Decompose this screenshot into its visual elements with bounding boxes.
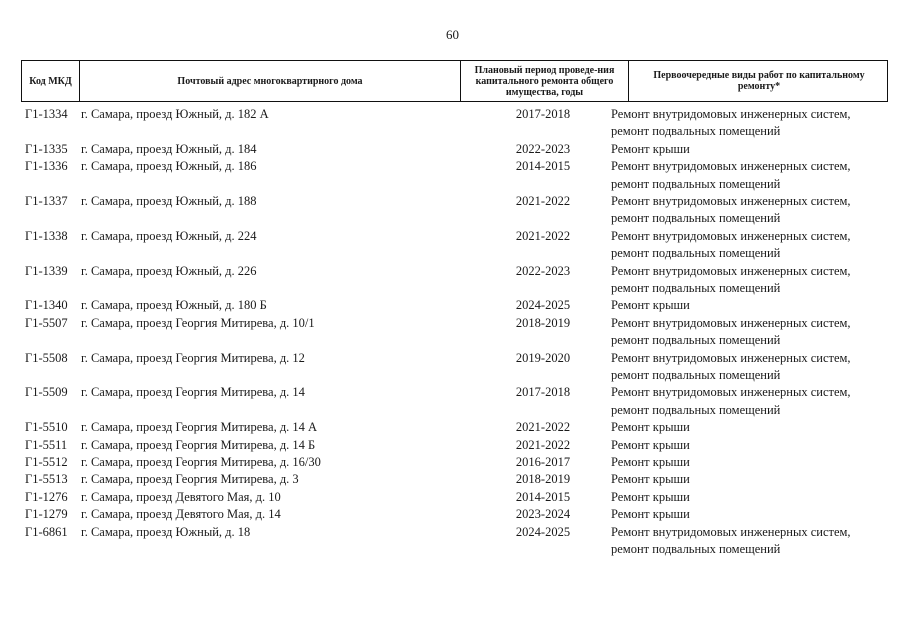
row-address: г. Самара, проезд Георгия Митирева, д. 14 Б (81, 437, 316, 452)
row-works (611, 489, 690, 506)
table-row (21, 350, 888, 385)
row-work-line-1: Ремонт крыши (611, 454, 690, 469)
header-period: Плановый период проведе-ния капитального ремонта общего имущества, годы (460, 61, 628, 101)
row-works (611, 106, 851, 141)
row-code: Г1-6861 (25, 524, 68, 539)
row-period: 2017-2018 (515, 107, 571, 121)
row-work-line-1: Ремонт крыши (611, 507, 690, 522)
table-row (21, 228, 888, 263)
row-period: 2018-2019 (515, 315, 571, 330)
table-row (21, 263, 888, 298)
row-work-line-1: Ремонт внутридомовых инженерных систем, (611, 524, 851, 539)
row-work-line-1: Ремонт внутридомовых инженерных систем, (611, 193, 851, 208)
row-address: г. Самара, проезд Южный, д. 188 (81, 193, 257, 208)
table-row (21, 193, 888, 228)
row-work-line-1: Ремонт внутридомовых инженерных систем, (611, 263, 851, 278)
table-row (21, 297, 888, 314)
table-row (21, 106, 888, 141)
header-address: Почтовый адрес многоквартирного дома (79, 61, 460, 101)
row-works (611, 297, 690, 314)
header-code: Код МКД (29, 75, 72, 87)
table-row (21, 315, 888, 350)
row-period: 2017-2018 (515, 385, 571, 400)
row-work-line-1: Ремонт внутридомовых инженерных систем, (611, 159, 851, 174)
row-works (611, 315, 851, 350)
row-period: 2014-2015 (515, 489, 571, 504)
row-period: 2016-2017 (515, 454, 571, 469)
row-code: Г1-5510 (25, 420, 68, 435)
row-work-line-1: Ремонт крыши (611, 420, 690, 435)
row-period: 2024-2025 (515, 298, 571, 313)
row-code: Г1-5509 (25, 385, 68, 400)
row-works (611, 141, 690, 158)
row-works (611, 506, 690, 523)
row-works (611, 384, 851, 419)
row-work-line-1: Ремонт внутридомовых инженерных систем, (611, 350, 851, 365)
page-number: 60 (446, 27, 459, 42)
row-address: г. Самара, проезд Южный, д. 184 (81, 141, 257, 156)
row-code: Г1-5507 (25, 315, 68, 330)
header-works: Первоочередные виды работ по капитальному ремонту* (628, 61, 889, 101)
row-address: г. Самара, проезд Южный, д. 180 Б (81, 298, 267, 313)
row-period: 2019-2020 (515, 350, 571, 365)
row-works (611, 193, 851, 228)
row-period: 2014-2015 (515, 159, 571, 174)
row-work-line-2: ремонт подвальных помещений (611, 124, 781, 139)
row-work-line-1: Ремонт внутридомовых инженерных систем, (611, 107, 851, 121)
row-address: г. Самара, проезд Южный, д. 182 А (81, 107, 269, 121)
row-code: Г1-1334 (25, 107, 68, 121)
row-work-line-1: Ремонт крыши (611, 298, 690, 313)
row-code: Г1-5513 (25, 472, 68, 487)
row-works (611, 350, 851, 385)
row-period: 2022-2023 (515, 263, 571, 278)
row-address: г. Самара, проезд Южный, д. 226 (81, 263, 257, 278)
row-period: 2024-2025 (515, 524, 571, 539)
row-code: Г1-5512 (25, 454, 68, 469)
table-row (21, 454, 888, 471)
row-works (611, 263, 851, 298)
row-work-line-1: Ремонт крыши (611, 437, 690, 452)
row-work-line-1: Ремонт крыши (611, 141, 690, 156)
row-period: 2022-2023 (515, 141, 571, 156)
table-row (21, 419, 888, 436)
table-row (21, 141, 888, 158)
row-work-line-2: ремонт подвальных помещений (611, 280, 781, 295)
row-period: 2021-2022 (515, 420, 571, 435)
row-work-line-2: ремонт подвальных помещений (611, 246, 781, 261)
row-work-line-2: ремонт подвальных помещений (611, 367, 781, 382)
row-works (611, 419, 690, 436)
row-address: г. Самара, проезд Георгия Митирева, д. 3 (81, 472, 299, 487)
row-period: 2023-2024 (515, 507, 571, 522)
table-row (21, 524, 888, 559)
row-code: Г1-1340 (25, 298, 68, 313)
row-code: Г1-1336 (25, 159, 68, 174)
row-address: г. Самара, проезд Девятого Мая, д. 10 (81, 489, 281, 504)
row-works (611, 454, 690, 471)
row-work-line-1: Ремонт крыши (611, 489, 690, 504)
row-address: г. Самара, проезд Георгия Митирева, д. 16/30 (81, 454, 321, 469)
row-address: г. Самара, проезд Девятого Мая, д. 14 (81, 507, 281, 522)
row-code: Г1-1338 (25, 228, 68, 243)
row-works (611, 471, 690, 488)
row-works (611, 158, 851, 193)
row-work-line-2: ремонт подвальных помещений (611, 402, 781, 417)
row-code: Г1-5511 (25, 437, 68, 452)
row-address: г. Самара, проезд Южный, д. 224 (81, 228, 257, 243)
row-work-line-2: ремонт подвальных помещений (611, 176, 781, 191)
row-period: 2018-2019 (515, 472, 571, 487)
row-address: г. Самара, проезд Георгия Митирева, д. 14 (81, 385, 305, 400)
table-row (21, 489, 888, 506)
row-code: Г1-1339 (25, 263, 68, 278)
row-address: г. Самара, проезд Георгия Митирева, д. 12 (81, 350, 305, 365)
row-code: Г1-1337 (25, 193, 68, 208)
table-header (21, 60, 888, 102)
table-row (21, 506, 888, 523)
row-work-line-2: ремонт подвальных помещений (611, 541, 781, 556)
row-period: 2021-2022 (515, 228, 571, 243)
row-address: г. Самара, проезд Южный, д. 186 (81, 159, 257, 174)
row-work-line-1: Ремонт внутридомовых инженерных систем, (611, 385, 851, 400)
table-row (21, 471, 888, 488)
row-work-line-1: Ремонт внутридомовых инженерных систем, (611, 228, 851, 243)
row-works (611, 524, 851, 559)
row-period: 2021-2022 (515, 437, 571, 452)
row-code: Г1-1279 (25, 507, 68, 522)
row-works (611, 437, 690, 454)
row-works (611, 228, 851, 263)
table-body (21, 106, 888, 558)
row-address: г. Самара, проезд Георгия Митирева, д. 14 А (81, 420, 318, 435)
row-work-line-2: ремонт подвальных помещений (611, 211, 781, 226)
table-row (21, 437, 888, 454)
row-address: г. Самара, проезд Георгия Митирева, д. 10/1 (81, 315, 315, 330)
row-code: Г1-1335 (25, 141, 68, 156)
table-row (21, 158, 888, 193)
row-work-line-2: ремонт подвальных помещений (611, 333, 781, 348)
row-code: Г1-5508 (25, 350, 68, 365)
table-row (21, 384, 888, 419)
row-period: 2021-2022 (515, 193, 571, 208)
row-address: г. Самара, проезд Южный, д. 18 (81, 524, 251, 539)
row-work-line-1: Ремонт внутридомовых инженерных систем, (611, 315, 851, 330)
row-work-line-1: Ремонт крыши (611, 472, 690, 487)
row-code: Г1-1276 (25, 489, 68, 504)
